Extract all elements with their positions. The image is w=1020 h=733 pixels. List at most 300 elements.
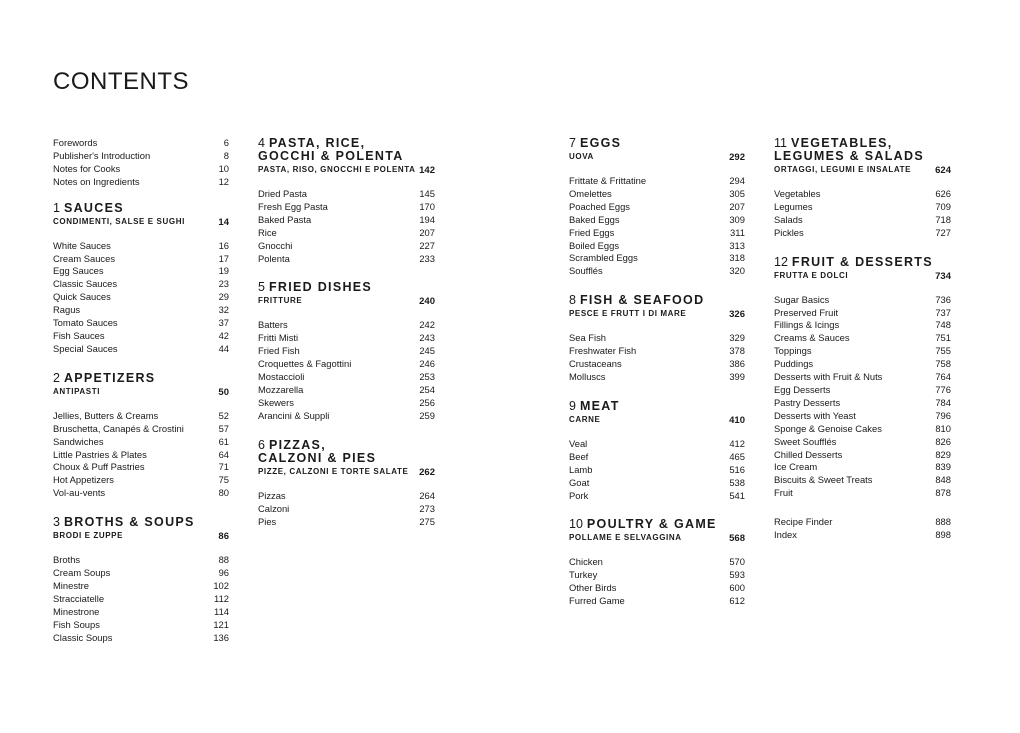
chapter-number: 9 bbox=[569, 398, 576, 413]
entry-page-number: 378 bbox=[729, 345, 745, 357]
entry-page-number: 259 bbox=[419, 409, 435, 421]
entry-page-number: 10 bbox=[218, 162, 229, 174]
entry-page-number: 593 bbox=[729, 569, 745, 581]
toc-entry[interactable] bbox=[53, 423, 229, 436]
entry-page-number: 12 bbox=[218, 175, 229, 187]
toc-entry[interactable] bbox=[53, 291, 229, 304]
entry-page-number: 17 bbox=[218, 252, 229, 264]
chapter-number: 5 bbox=[258, 280, 265, 295]
entry-page-number: 145 bbox=[419, 188, 435, 199]
chapter-italian-title: CARNE bbox=[569, 414, 601, 424]
toc-entry[interactable] bbox=[569, 188, 745, 201]
chapter-subtitle bbox=[258, 467, 435, 478]
toc-entry[interactable] bbox=[258, 319, 435, 332]
toc-entry[interactable] bbox=[569, 556, 745, 569]
chapter-page-number: 262 bbox=[419, 466, 435, 478]
entry-page-number: 37 bbox=[218, 317, 229, 329]
toc-entry[interactable] bbox=[258, 410, 435, 423]
entry-label: Choux & Puff Pastries bbox=[53, 461, 145, 473]
toc-entry[interactable] bbox=[53, 619, 229, 632]
entry-label: Chilled Desserts bbox=[774, 448, 843, 460]
entry-page-number: 194 bbox=[419, 213, 435, 225]
toc-entry[interactable] bbox=[258, 345, 435, 358]
spacer bbox=[569, 426, 745, 438]
chapter-number: 12 bbox=[774, 254, 788, 269]
entry-label: Poached Eggs bbox=[569, 200, 630, 212]
chapter-number: 6 bbox=[258, 437, 265, 452]
toc-entry[interactable] bbox=[53, 265, 229, 278]
toc-entry[interactable] bbox=[53, 632, 229, 645]
entry-page-number: 207 bbox=[419, 226, 435, 238]
toc-entry[interactable] bbox=[569, 464, 745, 477]
entry-label: Croquettes & Fagottini bbox=[258, 358, 352, 370]
toc-section bbox=[258, 281, 435, 422]
entry-page-number: 75 bbox=[218, 474, 229, 486]
entry-label: Turkey bbox=[569, 569, 598, 581]
chapter-number: 10 bbox=[569, 517, 583, 532]
toc-entry[interactable] bbox=[53, 606, 229, 619]
chapter-title: FRIED DISHES bbox=[268, 280, 373, 295]
entry-label: Fresh Egg Pasta bbox=[258, 200, 328, 212]
toc-entry[interactable] bbox=[569, 438, 745, 451]
chapter-page-number: 50 bbox=[218, 386, 229, 398]
chapter-title: SAUCES bbox=[63, 200, 124, 215]
toc-entry[interactable] bbox=[774, 461, 951, 474]
entry-page-number: 57 bbox=[218, 422, 229, 434]
entry-label: Sugar Basics bbox=[774, 293, 830, 305]
entry-label: Fillings & Icings bbox=[774, 319, 840, 331]
entry-label: Sponge & Genoise Cakes bbox=[774, 422, 882, 434]
entry-page-number: 80 bbox=[218, 487, 229, 499]
entry-label: Toppings bbox=[774, 345, 812, 357]
toc-entry[interactable] bbox=[258, 384, 435, 397]
chapter-subtitle bbox=[569, 152, 745, 163]
toc-entry[interactable] bbox=[53, 278, 229, 291]
toc-entry[interactable] bbox=[774, 319, 951, 332]
entry-page-number: 329 bbox=[729, 332, 745, 344]
toc-column-3 bbox=[569, 137, 745, 624]
entry-label: Scrambled Eggs bbox=[569, 252, 638, 264]
chapter-number: 11 bbox=[774, 136, 787, 150]
chapter-subtitle bbox=[569, 309, 745, 320]
toc-entry[interactable] bbox=[53, 554, 229, 567]
chapter-title: EGGS bbox=[579, 136, 622, 150]
toc-entry[interactable] bbox=[774, 410, 951, 423]
toc-entry[interactable] bbox=[774, 449, 951, 462]
chapter-heading bbox=[774, 256, 951, 269]
chapter-number: 4 bbox=[258, 136, 265, 150]
toc-entry[interactable] bbox=[569, 490, 745, 503]
toc-entry[interactable] bbox=[569, 451, 745, 464]
chapter-italian-title: BRODI E ZUPPE bbox=[53, 531, 124, 541]
entry-page-number: 878 bbox=[935, 487, 951, 499]
toc-entry[interactable] bbox=[774, 436, 951, 449]
toc-entry[interactable] bbox=[53, 163, 229, 176]
chapter-title: FISH & SEAFOOD bbox=[579, 293, 705, 308]
chapter-heading bbox=[569, 400, 745, 413]
chapter-page-number: 240 bbox=[419, 296, 435, 308]
spacer bbox=[53, 398, 229, 410]
entry-label: Baked Pasta bbox=[258, 213, 312, 225]
toc-entry[interactable] bbox=[258, 358, 435, 371]
entry-label: Mozzarella bbox=[258, 383, 304, 395]
toc-entry[interactable] bbox=[569, 265, 745, 278]
entry-page-number: 264 bbox=[419, 489, 435, 501]
spacer bbox=[569, 320, 745, 332]
entry-label: Other Birds bbox=[569, 582, 617, 594]
toc-column-1 bbox=[53, 137, 229, 660]
entry-page-number: 313 bbox=[729, 239, 745, 251]
toc-entry[interactable] bbox=[774, 307, 951, 320]
chapter-italian-title: PIZZE, CALZONI E TORTE SALATE bbox=[258, 466, 409, 476]
entry-page-number: 758 bbox=[935, 358, 951, 370]
entry-page-number: 727 bbox=[935, 226, 951, 238]
entry-label: Calzoni bbox=[258, 502, 290, 514]
entry-page-number: 796 bbox=[935, 409, 951, 421]
entry-page-number: 737 bbox=[935, 306, 951, 318]
toc-entry[interactable] bbox=[774, 294, 951, 307]
entry-page-number: 42 bbox=[218, 329, 229, 341]
toc-entry[interactable] bbox=[569, 214, 745, 227]
page-title: CONTENTS bbox=[53, 68, 189, 95]
chapter-title: PIZZAS, bbox=[268, 437, 326, 452]
entry-page-number: 718 bbox=[935, 213, 951, 225]
toc-section bbox=[569, 518, 745, 608]
entry-label: Salads bbox=[774, 213, 803, 225]
chapter-page-number: 568 bbox=[729, 533, 745, 545]
entry-label: Furred Game bbox=[569, 595, 625, 607]
toc-entry[interactable] bbox=[774, 358, 951, 371]
entry-page-number: 848 bbox=[935, 474, 951, 486]
toc-entry[interactable] bbox=[774, 201, 951, 214]
toc-entry[interactable] bbox=[53, 567, 229, 580]
toc-entry[interactable] bbox=[258, 188, 435, 201]
entry-label: Sea Fish bbox=[569, 332, 606, 344]
entry-label: Recipe Finder bbox=[774, 516, 833, 528]
entry-label: Pastry Desserts bbox=[774, 396, 841, 408]
entry-page-number: 61 bbox=[218, 435, 229, 447]
toc-entry[interactable] bbox=[258, 253, 435, 266]
toc-entry[interactable] bbox=[774, 188, 951, 201]
entry-label: Fruit bbox=[774, 487, 793, 499]
entry-page-number: 826 bbox=[935, 435, 951, 447]
entry-label: Cream Soups bbox=[53, 567, 111, 579]
toc-section bbox=[53, 137, 229, 189]
toc-entry[interactable] bbox=[569, 371, 745, 384]
chapter-title: PASTA, RICE, bbox=[268, 136, 366, 150]
toc-entry[interactable] bbox=[258, 397, 435, 410]
toc-entry[interactable] bbox=[774, 397, 951, 410]
entry-label: Biscuits & Sweet Treats bbox=[774, 474, 873, 486]
entry-label: Fish Sauces bbox=[53, 329, 105, 341]
entry-page-number: 399 bbox=[729, 370, 745, 382]
entry-label: Special Sauces bbox=[53, 342, 118, 354]
toc-entry[interactable] bbox=[53, 137, 229, 150]
chapter-heading bbox=[53, 202, 229, 215]
entry-page-number: 829 bbox=[935, 448, 951, 460]
entry-label: Notes on Ingredients bbox=[53, 175, 140, 187]
entry-page-number: 764 bbox=[935, 371, 951, 383]
toc-entry[interactable] bbox=[774, 423, 951, 436]
entry-page-number: 64 bbox=[218, 448, 229, 460]
toc-entry[interactable] bbox=[569, 477, 745, 490]
entry-page-number: 114 bbox=[214, 605, 229, 617]
chapter-page-number: 86 bbox=[218, 531, 229, 543]
toc-entry[interactable] bbox=[53, 304, 229, 317]
toc-entry[interactable] bbox=[569, 332, 745, 345]
spacer bbox=[569, 163, 745, 175]
toc-section bbox=[53, 372, 229, 500]
toc-entry[interactable] bbox=[774, 474, 951, 487]
toc-section bbox=[258, 137, 435, 265]
toc-entry[interactable] bbox=[258, 503, 435, 516]
toc-entry[interactable] bbox=[569, 201, 745, 214]
entry-label: Stracciatelle bbox=[53, 592, 105, 604]
entry-label: Little Pastries & Plates bbox=[53, 448, 147, 460]
chapter-italian-title: FRUTTA E DOLCI bbox=[774, 270, 849, 280]
entry-label: Pork bbox=[569, 489, 589, 501]
entry-page-number: 748 bbox=[935, 319, 951, 331]
entry-label: Classic Sauces bbox=[53, 278, 118, 290]
chapter-subtitle bbox=[53, 387, 229, 398]
entry-label: Desserts with Yeast bbox=[774, 409, 856, 421]
chapter-page-number: 326 bbox=[729, 309, 745, 321]
entry-page-number: 386 bbox=[729, 358, 745, 370]
chapter-number: 8 bbox=[569, 293, 576, 308]
chapter-heading bbox=[569, 518, 745, 531]
spacer bbox=[774, 282, 951, 294]
toc-entry[interactable] bbox=[258, 240, 435, 253]
chapter-title-line2: LEGUMES & SALADS bbox=[774, 149, 924, 163]
entry-label: Classic Soups bbox=[53, 631, 113, 643]
spacer bbox=[774, 176, 951, 188]
toc-entry[interactable] bbox=[774, 345, 951, 358]
toc-entry[interactable] bbox=[569, 240, 745, 253]
entry-page-number: 516 bbox=[729, 463, 745, 475]
toc-section bbox=[774, 256, 951, 501]
toc-section bbox=[569, 294, 745, 384]
toc-entry[interactable] bbox=[258, 332, 435, 345]
chapter-subtitle bbox=[569, 533, 745, 544]
toc-section bbox=[569, 400, 745, 503]
toc-entry[interactable] bbox=[53, 474, 229, 487]
toc-entry[interactable] bbox=[53, 461, 229, 474]
entry-page-number: 810 bbox=[935, 422, 951, 434]
entry-page-number: 245 bbox=[419, 345, 435, 357]
toc-entry[interactable] bbox=[774, 214, 951, 227]
entry-label: Bruschetta, Canapés & Crostini bbox=[53, 422, 184, 434]
entry-page-number: 112 bbox=[214, 592, 229, 604]
toc-entry[interactable] bbox=[774, 516, 951, 529]
entry-label: Quick Sauces bbox=[53, 291, 111, 303]
toc-entry[interactable] bbox=[53, 330, 229, 343]
chapter-page-number: 14 bbox=[218, 216, 229, 228]
chapter-subtitle bbox=[774, 165, 951, 176]
chapter-title-line2: CALZONI & PIES bbox=[258, 450, 377, 465]
entry-label: Ice Cream bbox=[774, 461, 818, 473]
chapter-title: APPETIZERS bbox=[63, 370, 156, 385]
entry-page-number: 465 bbox=[729, 450, 745, 462]
entry-page-number: 541 bbox=[729, 489, 745, 501]
entry-label: Minestre bbox=[53, 579, 89, 591]
entry-label: Sweet Soufflés bbox=[774, 435, 837, 447]
toc-entry[interactable] bbox=[53, 317, 229, 330]
entry-page-number: 600 bbox=[729, 582, 745, 594]
chapter-subtitle bbox=[53, 217, 229, 228]
entry-page-number: 121 bbox=[213, 618, 229, 630]
entry-page-number: 88 bbox=[218, 554, 229, 566]
entry-page-number: 243 bbox=[419, 332, 435, 344]
toc-entry[interactable] bbox=[258, 490, 435, 503]
toc-section bbox=[53, 202, 229, 356]
entry-label: Puddings bbox=[774, 358, 814, 370]
toc-section bbox=[569, 137, 745, 278]
entry-label: Frittate & Frittatine bbox=[569, 175, 647, 186]
entry-label: Soufflés bbox=[569, 265, 603, 277]
entry-label: Publisher's Introduction bbox=[53, 149, 151, 161]
entry-label: Notes for Cooks bbox=[53, 162, 121, 174]
entry-page-number: 29 bbox=[218, 291, 229, 303]
toc-entry[interactable] bbox=[569, 252, 745, 265]
chapter-number: 7 bbox=[569, 136, 576, 150]
chapter-page-number: 624 bbox=[935, 165, 951, 176]
entry-page-number: 751 bbox=[935, 332, 951, 344]
spacer bbox=[258, 478, 435, 490]
entry-label: Lamb bbox=[569, 463, 593, 475]
chapter-heading bbox=[258, 439, 435, 452]
entry-label: Fried Fish bbox=[258, 345, 300, 357]
toc-entry[interactable] bbox=[53, 240, 229, 253]
entry-page-number: 6 bbox=[223, 137, 229, 148]
entry-page-number: 96 bbox=[218, 567, 229, 579]
chapter-title: MEAT bbox=[579, 398, 620, 413]
entry-page-number: 256 bbox=[419, 396, 435, 408]
toc-entry[interactable] bbox=[258, 214, 435, 227]
entry-page-number: 294 bbox=[729, 175, 745, 186]
chapter-italian-title: UOVA bbox=[569, 152, 594, 161]
chapter-number: 2 bbox=[53, 370, 60, 385]
entry-page-number: 254 bbox=[419, 383, 435, 395]
entry-label: Freshwater Fish bbox=[569, 345, 637, 357]
toc-entry[interactable] bbox=[53, 150, 229, 163]
chapter-italian-title: POLLAME E SELVAGGINA bbox=[569, 533, 682, 543]
toc-entry[interactable] bbox=[258, 371, 435, 384]
toc-entry[interactable] bbox=[569, 569, 745, 582]
entry-label: Fried Eggs bbox=[569, 226, 615, 238]
toc-entry[interactable] bbox=[53, 487, 229, 500]
toc-entry[interactable] bbox=[53, 580, 229, 593]
chapter-italian-title: FRITTURE bbox=[258, 296, 303, 306]
toc-entry[interactable] bbox=[569, 345, 745, 358]
toc-entry[interactable] bbox=[258, 227, 435, 240]
toc-entry[interactable] bbox=[774, 332, 951, 345]
toc-entry[interactable] bbox=[774, 371, 951, 384]
toc-entry[interactable] bbox=[774, 384, 951, 397]
chapter-number: 3 bbox=[53, 515, 60, 530]
entry-label: Batters bbox=[258, 319, 288, 331]
chapter-italian-title: PASTA, RISO, GNOCCHI E POLENTA bbox=[258, 165, 416, 174]
toc-entry[interactable] bbox=[53, 449, 229, 462]
entry-label: Broths bbox=[53, 554, 81, 566]
toc-entry[interactable] bbox=[569, 595, 745, 608]
entry-page-number: 736 bbox=[935, 293, 951, 305]
entry-page-number: 309 bbox=[729, 213, 745, 225]
entry-page-number: 755 bbox=[935, 345, 951, 357]
chapter-heading bbox=[53, 372, 229, 385]
entry-label: Pickles bbox=[774, 226, 804, 238]
entry-label: Goat bbox=[569, 476, 590, 488]
entry-page-number: 242 bbox=[419, 319, 435, 331]
toc-entry[interactable] bbox=[774, 529, 951, 542]
chapter-title: FRUIT & DESSERTS bbox=[791, 254, 933, 269]
entry-page-number: 776 bbox=[935, 383, 951, 395]
entry-label: Forewords bbox=[53, 137, 98, 148]
entry-label: Vegetables bbox=[774, 188, 821, 199]
toc-entry[interactable] bbox=[569, 358, 745, 371]
chapter-number: 1 bbox=[53, 200, 60, 215]
toc-entry[interactable] bbox=[569, 175, 745, 188]
toc-entry[interactable] bbox=[53, 253, 229, 266]
entry-label: Minestrone bbox=[53, 605, 100, 617]
entry-label: Preserved Fruit bbox=[774, 306, 839, 318]
chapter-heading bbox=[53, 516, 229, 529]
chapter-italian-title: CONDIMENTI, SALSE E SUGHI bbox=[53, 216, 185, 226]
toc-entry[interactable] bbox=[774, 227, 951, 240]
spacer bbox=[258, 176, 435, 188]
entry-page-number: 246 bbox=[419, 358, 435, 370]
chapter-subtitle bbox=[569, 415, 745, 426]
entry-page-number: 412 bbox=[729, 437, 745, 449]
entry-label: Mostaccioli bbox=[258, 371, 305, 383]
entry-label: Egg Desserts bbox=[774, 383, 831, 395]
spacer bbox=[53, 228, 229, 240]
entry-label: Chicken bbox=[569, 556, 603, 568]
entry-label: Crustaceans bbox=[569, 358, 622, 370]
entry-label: Jellies, Butters & Creams bbox=[53, 409, 159, 421]
entry-page-number: 318 bbox=[729, 252, 745, 264]
entry-page-number: 320 bbox=[729, 265, 745, 277]
chapter-page-number: 410 bbox=[729, 414, 745, 426]
entry-page-number: 275 bbox=[419, 515, 435, 527]
toc-entry[interactable] bbox=[258, 516, 435, 529]
spacer bbox=[53, 542, 229, 554]
entry-label: Polenta bbox=[258, 252, 290, 264]
entry-page-number: 273 bbox=[419, 502, 435, 514]
toc-entry[interactable] bbox=[258, 201, 435, 214]
toc-entry[interactable] bbox=[53, 593, 229, 606]
toc-section bbox=[774, 516, 951, 542]
chapter-subtitle bbox=[258, 165, 435, 176]
toc-entry[interactable] bbox=[53, 176, 229, 189]
entry-label: Fritti Misti bbox=[258, 332, 299, 344]
entry-label: Sandwiches bbox=[53, 435, 104, 447]
toc-column-2 bbox=[258, 137, 435, 544]
toc-entry[interactable] bbox=[53, 436, 229, 449]
entry-page-number: 784 bbox=[935, 396, 951, 408]
chapter-page-number: 142 bbox=[419, 165, 435, 176]
toc-entry[interactable] bbox=[774, 487, 951, 500]
toc-entry[interactable] bbox=[569, 227, 745, 240]
toc-entry[interactable] bbox=[53, 410, 229, 423]
entry-label: Hot Appetizers bbox=[53, 474, 114, 486]
entry-page-number: 311 bbox=[730, 226, 745, 238]
toc-entry[interactable] bbox=[569, 582, 745, 595]
toc-entry[interactable] bbox=[53, 343, 229, 356]
chapter-title: BROTHS & SOUPS bbox=[63, 515, 195, 530]
toc-section bbox=[774, 137, 951, 240]
entry-page-number: 253 bbox=[419, 371, 435, 383]
entry-page-number: 44 bbox=[218, 342, 229, 354]
